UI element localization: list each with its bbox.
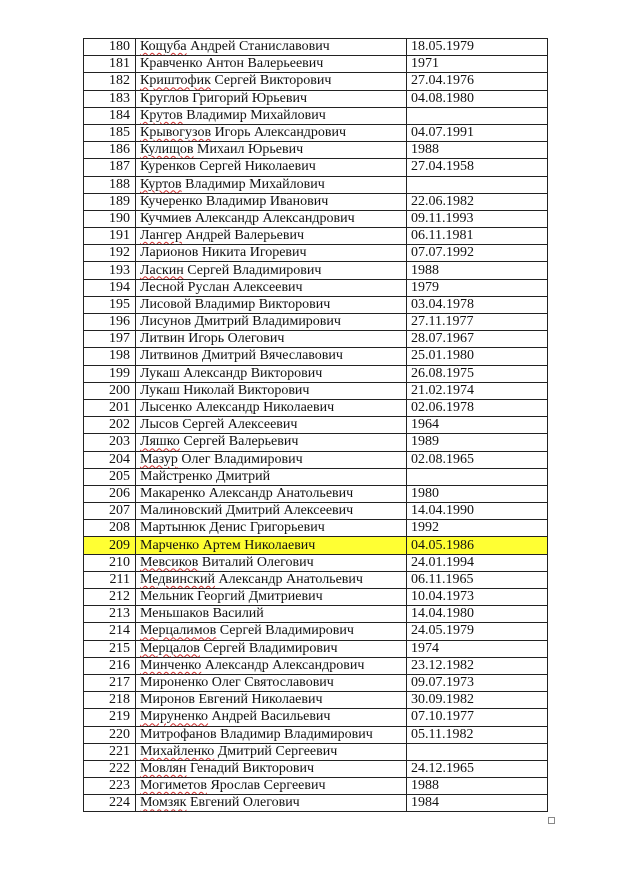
- given-names: Никита Игоревич: [198, 245, 307, 261]
- full-name: [136, 503, 407, 520]
- table-row: [84, 657, 548, 674]
- full-name: [136, 726, 407, 743]
- surname: Кощуба: [140, 39, 187, 55]
- table-row: [84, 331, 548, 348]
- full-name: [136, 640, 407, 657]
- row-number: 224: [84, 795, 136, 812]
- surname: Митрофанов: [140, 726, 217, 742]
- row-number: 185: [84, 124, 136, 141]
- surname: Лесной: [140, 279, 185, 295]
- surname: Кулищов: [140, 142, 194, 158]
- row-number: 197: [84, 331, 136, 348]
- full-name: [136, 56, 407, 73]
- full-name: [136, 743, 407, 760]
- table-body: [84, 39, 548, 812]
- full-name: [136, 485, 407, 502]
- surname: Михайленко: [140, 743, 215, 759]
- table-row: [84, 228, 548, 245]
- given-names: Руслан Алексеевич: [184, 279, 303, 295]
- given-names: Сергей Валерьевич: [179, 434, 299, 450]
- full-name: [136, 468, 407, 485]
- table-row-highlighted: [84, 537, 548, 554]
- given-names: Дмитрий Сергеевич: [214, 743, 338, 759]
- surname: Мовлян: [140, 760, 187, 776]
- row-number: 182: [84, 73, 136, 90]
- birth-date: [407, 176, 548, 193]
- full-name: [136, 795, 407, 812]
- row-number: 199: [84, 365, 136, 382]
- given-names: Андрей Станиславович: [186, 39, 330, 55]
- surname: Лукаш: [140, 365, 180, 381]
- table-row: [84, 279, 548, 296]
- row-number: 196: [84, 314, 136, 331]
- surname: Меньшаков: [140, 606, 210, 622]
- surname: Мерцалимов: [140, 623, 217, 639]
- given-names: Николай Викторович: [179, 382, 310, 398]
- birth-date: [407, 468, 548, 485]
- table-row: [84, 56, 548, 73]
- full-name: [136, 296, 407, 313]
- birth-date: 1988: [407, 262, 548, 279]
- surname: Мируненко: [140, 709, 209, 725]
- row-number: 180: [84, 39, 136, 56]
- given-names: Василий: [209, 606, 264, 622]
- table-row: [84, 451, 548, 468]
- row-number: 223: [84, 778, 136, 795]
- row-number: 205: [84, 468, 136, 485]
- full-name: [136, 520, 407, 537]
- birth-date: 18.05.1979: [407, 39, 548, 56]
- full-name: [136, 778, 407, 795]
- given-names: Дмитрий Владимирович: [191, 314, 341, 330]
- surname: Куртов: [140, 176, 182, 192]
- table-row: [84, 262, 548, 279]
- table-row: [84, 623, 548, 640]
- table-row: [84, 176, 548, 193]
- birth-date: 1988: [407, 142, 548, 159]
- birth-date: 28.07.1967: [407, 331, 548, 348]
- full-name: [136, 417, 407, 434]
- birth-date: 02.08.1965: [407, 451, 548, 468]
- surname: Мироненко: [140, 675, 209, 691]
- row-number: 210: [84, 554, 136, 571]
- birth-date: 26.08.1975: [407, 365, 548, 382]
- table-row: [84, 314, 548, 331]
- row-number: 195: [84, 296, 136, 313]
- table-row: [84, 245, 548, 262]
- row-number: 212: [84, 589, 136, 606]
- row-number: 198: [84, 348, 136, 365]
- table-row: [84, 296, 548, 313]
- full-name: [136, 760, 407, 777]
- full-name: [136, 365, 407, 382]
- full-name: [136, 73, 407, 90]
- table-row: [84, 193, 548, 210]
- given-names: Дмитрий: [212, 468, 271, 484]
- table-row: [84, 485, 548, 502]
- birth-date: 07.07.1992: [407, 245, 548, 262]
- full-name: [136, 674, 407, 691]
- birth-date: 07.10.1977: [407, 709, 548, 726]
- table-row: [84, 399, 548, 416]
- birth-date: 03.04.1978: [407, 296, 548, 313]
- birth-date: [407, 107, 548, 124]
- surname: Куренков: [140, 159, 196, 175]
- surname: Мевсиков: [140, 554, 199, 570]
- given-names: Александр Анатольевич: [205, 485, 354, 501]
- table-row: [84, 778, 548, 795]
- given-names: Михаил Юрьевич: [193, 142, 304, 158]
- birth-date: [407, 743, 548, 760]
- full-name: [136, 124, 407, 141]
- table-row: [84, 589, 548, 606]
- full-name: [136, 107, 407, 124]
- surname: Ляшко: [140, 434, 180, 450]
- birth-date: 24.05.1979: [407, 623, 548, 640]
- table-row: [84, 709, 548, 726]
- given-names: Сергей Алексеевич: [178, 417, 298, 433]
- table-row: [84, 503, 548, 520]
- table-row: [84, 73, 548, 90]
- surname: Кучеренко: [140, 193, 203, 209]
- row-number: 209: [84, 537, 136, 554]
- table-row: [84, 382, 548, 399]
- birth-date: 05.11.1982: [407, 726, 548, 743]
- given-names: Евгений Олегович: [186, 795, 300, 811]
- given-names: Андрей Валерьевич: [181, 228, 305, 244]
- given-names: Евгений Николаевич: [195, 692, 323, 708]
- full-name: [136, 279, 407, 296]
- given-names: Олег Владимирович: [177, 451, 303, 467]
- full-name: [136, 657, 407, 674]
- row-number: 202: [84, 417, 136, 434]
- table-row: [84, 795, 548, 812]
- row-number: 188: [84, 176, 136, 193]
- full-name: [136, 589, 407, 606]
- birth-date: 24.01.1994: [407, 554, 548, 571]
- given-names: Сергей Владимирович: [199, 640, 338, 656]
- given-names: Владимир Иванович: [202, 193, 329, 209]
- row-number: 193: [84, 262, 136, 279]
- row-number: 218: [84, 692, 136, 709]
- surname: Литвинов: [140, 348, 199, 364]
- birth-date: 23.12.1982: [407, 657, 548, 674]
- surname: Мартынюк: [140, 520, 206, 536]
- full-name: [136, 399, 407, 416]
- birth-date: 1988: [407, 778, 548, 795]
- surname: Майстренко: [140, 468, 213, 484]
- given-names: Дмитрий Вячеславович: [198, 348, 343, 364]
- surname: Лукаш: [140, 382, 180, 398]
- row-number: 187: [84, 159, 136, 176]
- surname: Минченко: [140, 657, 202, 673]
- row-number: 211: [84, 571, 136, 588]
- full-name: [136, 39, 407, 56]
- table-row: [84, 142, 548, 159]
- surname: Макаренко: [140, 485, 206, 501]
- birth-date: 1980: [407, 485, 548, 502]
- birth-date: 10.04.1973: [407, 589, 548, 606]
- surname: Малиновский: [140, 503, 223, 519]
- surname: Могиметов: [140, 778, 207, 794]
- birth-date: 1992: [407, 520, 548, 537]
- given-names: Игорь Александрович: [211, 125, 347, 141]
- given-names: Владимир Михайлович: [182, 107, 326, 123]
- full-name: [136, 210, 407, 227]
- birth-date: 06.11.1965: [407, 571, 548, 588]
- table-resize-handle[interactable]: [548, 817, 555, 824]
- full-name: [136, 176, 407, 193]
- table-row: [84, 692, 548, 709]
- given-names: Андрей Васильевич: [208, 709, 331, 725]
- surname: Мерцалов: [140, 640, 200, 656]
- surname: Кравченко: [140, 56, 203, 72]
- surname: Лысенко: [140, 400, 193, 416]
- full-name: [136, 228, 407, 245]
- birth-date: 09.07.1973: [407, 674, 548, 691]
- row-number: 215: [84, 640, 136, 657]
- surname: Лисовой: [140, 296, 192, 312]
- given-names: Антон Валерьеевич: [202, 56, 324, 72]
- given-names: Ярослав Сергеевич: [206, 778, 326, 794]
- row-number: 204: [84, 451, 136, 468]
- surname: Мазур: [140, 451, 178, 467]
- full-name: [136, 159, 407, 176]
- table-row: [84, 760, 548, 777]
- surname: Ласкин: [140, 262, 184, 278]
- row-number: 219: [84, 709, 136, 726]
- birth-date: 24.12.1965: [407, 760, 548, 777]
- full-name: [136, 537, 407, 554]
- full-name: [136, 692, 407, 709]
- row-number: 184: [84, 107, 136, 124]
- table-row: [84, 39, 548, 56]
- row-number: 222: [84, 760, 136, 777]
- given-names: Григорий Юрьевич: [188, 90, 307, 106]
- birth-date: 25.01.1980: [407, 348, 548, 365]
- row-number: 200: [84, 382, 136, 399]
- surname: Момзяк: [140, 795, 187, 811]
- surname: Криштофик: [140, 73, 211, 89]
- row-number: 206: [84, 485, 136, 502]
- surname: Круглов: [140, 90, 189, 106]
- full-name: [136, 331, 407, 348]
- table-row: [84, 640, 548, 657]
- surname: Литвин: [140, 331, 185, 347]
- given-names: Владимир Михайлович: [181, 176, 325, 192]
- full-name: [136, 382, 407, 399]
- row-number: 192: [84, 245, 136, 262]
- birth-date: 14.04.1990: [407, 503, 548, 520]
- given-names: Александр Александрович: [201, 657, 365, 673]
- table-row: [84, 348, 548, 365]
- table-row: [84, 365, 548, 382]
- surname: Лисунов: [140, 314, 192, 330]
- table-row: [84, 743, 548, 760]
- given-names: Владимир Викторович: [191, 296, 331, 312]
- table-row: [84, 606, 548, 623]
- full-name: [136, 314, 407, 331]
- full-name: [136, 554, 407, 571]
- given-names: Александр Анатольевич: [215, 571, 363, 587]
- full-name: [136, 90, 407, 107]
- given-names: Денис Григорьевич: [205, 520, 325, 536]
- given-names: Генадий Викторович: [186, 760, 315, 776]
- full-name: [136, 623, 407, 640]
- table-row: [84, 674, 548, 691]
- birth-date: 1989: [407, 434, 548, 451]
- personnel-table: [83, 38, 548, 812]
- birth-date: 1974: [407, 640, 548, 657]
- table-row: [84, 571, 548, 588]
- row-number: 207: [84, 503, 136, 520]
- table-row: [84, 90, 548, 107]
- birth-date: 04.08.1980: [407, 90, 548, 107]
- given-names: Артем Николаевич: [199, 537, 316, 553]
- given-names: Сергей Владимирович: [216, 623, 354, 639]
- full-name: [136, 606, 407, 623]
- given-names: Александр Александрович: [191, 210, 355, 226]
- birth-date: 14.04.1980: [407, 606, 548, 623]
- surname: Крывогузов: [140, 125, 212, 141]
- birth-date: 09.11.1993: [407, 210, 548, 227]
- table-row: [84, 554, 548, 571]
- row-number: 217: [84, 674, 136, 691]
- given-names: Игорь Олегович: [184, 331, 285, 347]
- birth-date: 27.11.1977: [407, 314, 548, 331]
- row-number: 190: [84, 210, 136, 227]
- full-name: [136, 709, 407, 726]
- full-name: [136, 262, 407, 279]
- birth-date: 27.04.1976: [407, 73, 548, 90]
- surname: Миронов: [140, 692, 196, 708]
- row-number: 220: [84, 726, 136, 743]
- given-names: Сергей Николаевич: [195, 159, 316, 175]
- surname: Лысов: [140, 417, 179, 433]
- row-number: 201: [84, 399, 136, 416]
- birth-date: 1984: [407, 795, 548, 812]
- row-number: 194: [84, 279, 136, 296]
- surname: Ларионов: [140, 245, 199, 261]
- row-number: 203: [84, 434, 136, 451]
- birth-date: 22.06.1982: [407, 193, 548, 210]
- table-row: [84, 520, 548, 537]
- full-name: [136, 571, 407, 588]
- table-row: [84, 159, 548, 176]
- birth-date: 30.09.1982: [407, 692, 548, 709]
- given-names: Александр Николаевич: [192, 400, 335, 416]
- table-row: [84, 124, 548, 141]
- full-name: [136, 245, 407, 262]
- row-number: 186: [84, 142, 136, 159]
- row-number: 221: [84, 743, 136, 760]
- full-name: [136, 193, 407, 210]
- given-names: Владимир Владимирович: [216, 726, 373, 742]
- full-name: [136, 142, 407, 159]
- given-names: Сергей Владимирович: [183, 262, 322, 278]
- birth-date: 1971: [407, 56, 548, 73]
- row-number: 191: [84, 228, 136, 245]
- given-names: Виталий Олегович: [198, 554, 314, 570]
- surname: Марченко: [140, 537, 200, 553]
- birth-date: 1964: [407, 417, 548, 434]
- surname: Кучмиев: [140, 210, 192, 226]
- table-row: [84, 107, 548, 124]
- row-number: 183: [84, 90, 136, 107]
- row-number: 216: [84, 657, 136, 674]
- table-row: [84, 417, 548, 434]
- surname: Лангер: [140, 228, 182, 244]
- row-number: 208: [84, 520, 136, 537]
- birth-date: 1979: [407, 279, 548, 296]
- table-row: [84, 726, 548, 743]
- table-row: [84, 434, 548, 451]
- surname: Медвинский: [140, 571, 216, 587]
- given-names: Александр Викторович: [179, 365, 323, 381]
- birth-date: 27.04.1958: [407, 159, 548, 176]
- table-row: [84, 468, 548, 485]
- table-row: [84, 210, 548, 227]
- surname: Мельник: [140, 589, 194, 605]
- row-number: 214: [84, 623, 136, 640]
- given-names: Сергей Викторович: [210, 73, 332, 89]
- full-name: [136, 434, 407, 451]
- birth-date: 06.11.1981: [407, 228, 548, 245]
- given-names: Георгий Дмитриевич: [193, 589, 323, 605]
- surname: Крутов: [140, 107, 183, 123]
- row-number: 181: [84, 56, 136, 73]
- given-names: Дмитрий Алексеевич: [222, 503, 354, 519]
- birth-date: 04.05.1986: [407, 537, 548, 554]
- full-name: [136, 451, 407, 468]
- full-name: [136, 348, 407, 365]
- row-number: 189: [84, 193, 136, 210]
- row-number: 213: [84, 606, 136, 623]
- birth-date: 04.07.1991: [407, 124, 548, 141]
- given-names: Олег Святославович: [208, 675, 334, 691]
- birth-date: 21.02.1974: [407, 382, 548, 399]
- birth-date: 02.06.1978: [407, 399, 548, 416]
